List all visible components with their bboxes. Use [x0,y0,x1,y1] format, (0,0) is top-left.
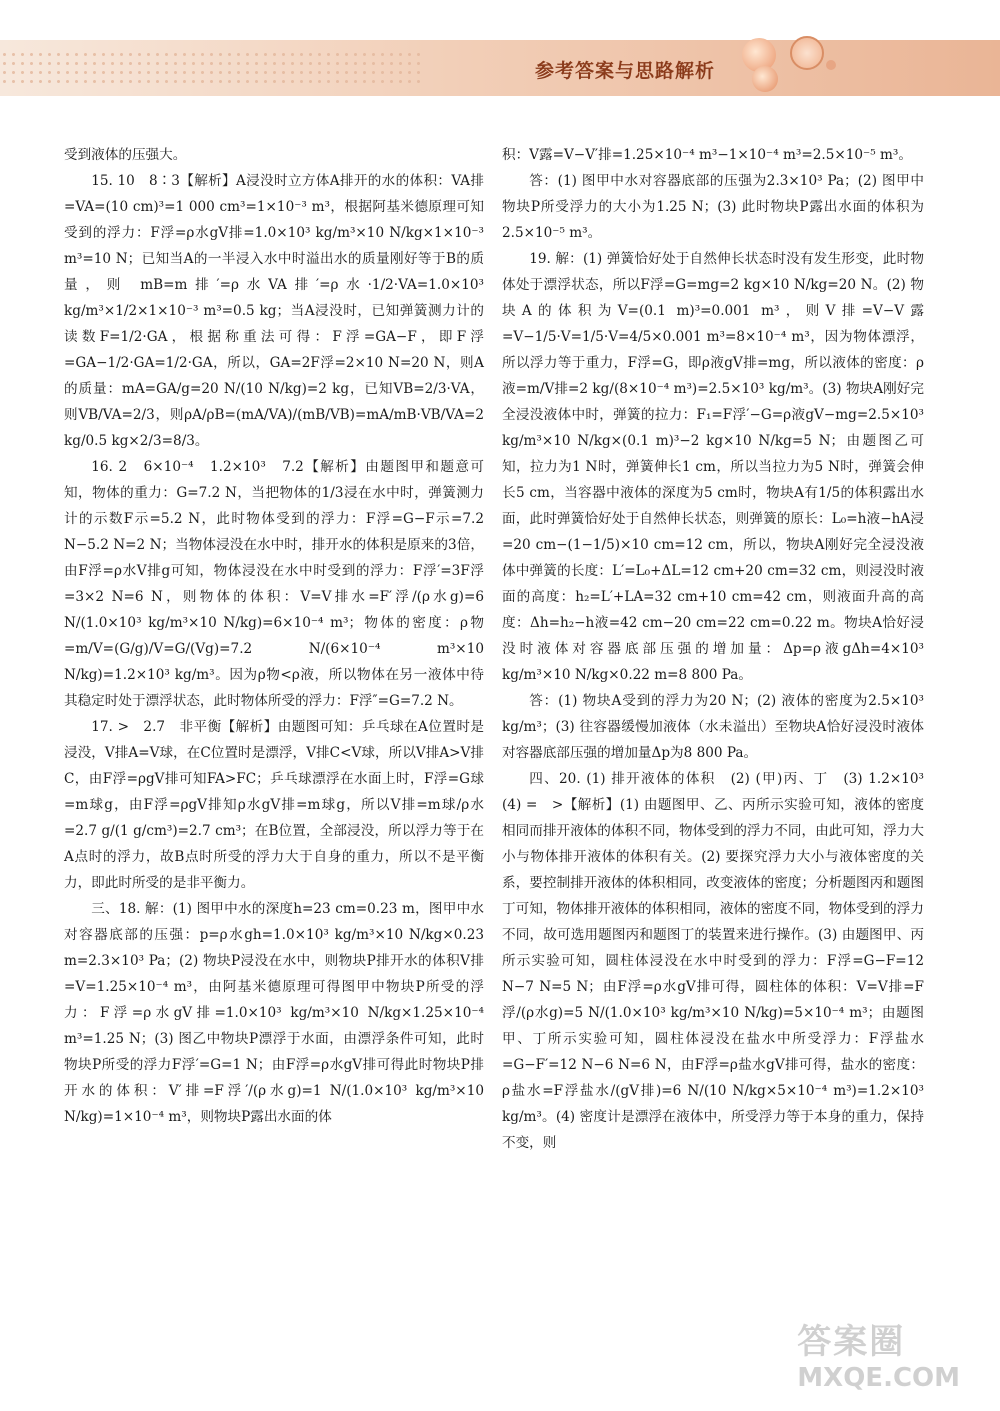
watermark-text: 答案圈 [797,1322,906,1362]
paragraph: 积：V露=V−V′排=1.25×10⁻⁴ m³−1×10⁻⁴ m³=2.5×10⁻⁵ m³。 [502,147,912,163]
answer-19-conclusion: 答：(1) 物块A受到的浮力为20 N；(2) 液体的密度为2.5×10³ kg/m³；(3) 往容器缓慢加液体（水未溢出）至物块A恰好浸没时液体对容器底部压强的增加量Δp为8 800 Pa。 [502,693,924,761]
header-band [0,40,1000,96]
left-text-column [64,142,484,1130]
decorative-circle [826,60,836,70]
answer-20: 四、20. (1) 排开液体的体积 (2) (甲)丙、丁 (3) 1.2×10³ (4) = >【解析】(1) 由题图甲、乙、丙所示实验可知，液体的密度相同而排开液体的体积不同，物体受到的浮力不同，由此可知，浮力大小与物体排开液体的体积有关。(2) 要探究浮力大小与液体密度的关系，要控制排开液体的体积相同，改变液体的密度；分析题图丙和题图丁可知，物体排开液体的体积相同，液体的密度不同，物体受到的浮力不同，故可选用题图丙和题图丁的装置来进行操作。(3) 由题图甲、丙所示实验可知，圆柱体浸没在水中时受到的浮力：F浮=G−F=12 N−7 N=5 N；由F浮=ρ水gV排可得，圆柱体的体积：V=V排=F浮/(ρ水g)=5 N/(1.0×10³ kg/m³×10 N/kg)=5×10⁻⁴ m³；由题图甲、丁所示实验可知，圆柱体浸没在盐水中所受浮力：F浮盐水=G−F′=12 N−6 N=6 N，由F浮=ρ盐水gV排可得，盐水的密度：ρ盐水=F浮盐水/(gV排)=6 N/(10 N/kg×5×10⁻⁴ m³)=1.2×10³ kg/m³。(4) 密度计是漂浮在液体中，所受浮力等于本身的重力，保持不变，则 [502,771,938,1151]
watermark-logo [797,1314,960,1393]
page-header-title: 参考答案与思路解析 [534,60,715,82]
answer-19: 19. 解：(1) 弹簧恰好处于自然伸长状态时没有发生形变，此时物体处于漂浮状态，所以F浮=G=mg=2 kg×10 N/kg=20 N。(2) 物块A的体积为V=(0.1 m)³=0.001 m³，则V排=V−V露=V−1/5·V=1/5·V=4/5×0.001 m³=8×10⁻⁴ m³，因为物体漂浮，所以浮力等于重力，F浮=G，即ρ液gV排=mg，所以液体的密度：ρ液=m/V排=2 kg/(8×10⁻⁴ m³)=2.5×10³ kg/m³。(3) 物块A刚好完全浸没液体中时，弹簧的拉力：F₁=F浮′−G=ρ液gV−mg=2.5×10³ kg/m³×10 N/kg×(0.1 m)³−2 kg×10 N/kg=5 N；由题图乙可知，拉力为1 N时，弹簧伸长1 cm，所以当拉力为5 N时，弹簧会伸长5 cm，当容器中液体的深度为5 cm时，物块A有1/5的体积露出水面，此时弹簧恰好处于自然伸长状态，则弹簧的原长：L₀=h液−hA浸=20 cm−(1−1/5)×10 cm=12 cm，所以，物块A刚好完全浸没液体中弹簧的长度：L′=L₀+ΔL=12 cm+20 cm=32 cm，则浸没时液面的高度：h₂=L′+LA=32 cm+10 cm=42 cm，则液面升高的高度：Δh=h₂−h液=42 cm−20 cm=22 cm=0.22 m。物块A恰好浸没时液体对容器底部压强的增加量：Δp=ρ液gΔh=4×10³ kg/m³×10 N/kg×0.22 m=8 800 Pa。 [502,251,924,683]
answer-18-conclusion: 答：(1) 图甲中水对容器底部的压强为2.3×10³ Pa；(2) 图甲中物块P所受浮力的大小为1.25 N；(3) 此时物块P露出水面的体积为2.5×10⁻⁵ m³。 [502,173,924,241]
answer-16: 16. 2 6×10⁻⁴ 1.2×10³ 7.2【解析】由题图甲和题意可知，物体的重力：G=7.2 N，当把物体的1/3浸在水中时，弹簧测力计的示数F示=5.2 N，此时物体受到的浮力：F浮=G−F示=7.2 N−5.2 N=2 N；当物体浸没在水中时，排开水的体积是原来的3倍，由F浮=ρ水V排g可知，物体浸没在水中时受到的浮力：F浮′=3F浮=3×2 N=6 N，则物体的体积：V=V排水=F′浮/(ρ水g)=6 N/(1.0×10³ kg/m³×10 N/kg)=6×10⁻⁴ m³；物体的密度：ρ物=m/V=(G/g)/V=G/(Vg)=7.2 N/(6×10⁻⁴ m³×10 N/kg)=1.2×10³ kg/m³。因为ρ物<ρ液，所以物体在另一液体中待其稳定时处于漂浮状态，此时物体所受的浮力：F浮″=G=7.2 N。 [64,459,484,709]
header-dot-pattern [0,50,420,86]
answer-17: 17. > 2.7 非平衡【解析】由题图可知：乒乓球在A位置时是浸没，V排A=V球，在C位置时是漂浮，V排C<V球，所以V排A>V排C，由F浮=ρgV排可知FA>FC；乒乓球漂浮在水面上时，F浮=G球=m球g，由F浮=ρgV排知ρ水gV排=m球g，所以V排=m球/ρ水=2.7 g/(1 g/cm³)=2.7 cm³；在B位置，全部浸没，所以浮力等于在A点时的浮力，故B点时所受的浮力大于自身的重力，所以不是平衡力，即此时所受的是非平衡力。 [64,719,484,891]
decorative-circle [790,36,824,70]
watermark-url: MXQE.COM [797,1363,960,1393]
right-text-column [502,142,938,1156]
decorative-circle [752,66,778,92]
paragraph: 受到液体的压强大。 [64,147,187,163]
answer-15: 15. 10 8∶3【解析】A浸没时立方体A排开的水的体积：VA排=VA=(10 cm)³=1 000 cm³=1×10⁻³ m³，根据阿基米德原理可知受到的浮力：F浮=ρ水gV排=1.0×10³ kg/m³×10 N/kg×1×10⁻³ m³=10 N；已知当A的一半浸入水中时溢出水的质量刚好等于B的质量，则 mB=m排′=ρ水VA排′=ρ水·1/2·VA=1.0×10³ kg/m³×1/2×1×10⁻³ m³=0.5 kg；当A浸没时，已知弹簧测力计的读数F=1/2·GA，根据称重法可得：F浮=GA−F，即F浮=GA−1/2·GA=1/2·GA，所以，GA=2F浮=2×10 N=20 N，则A的质量：mA=GA/g=20 N/(10 N/kg)=2 kg，已知VB=2/3·VA，则VB/VA=2/3，则ρA/ρB=(mA/VA)/(mB/VB)=mA/mB·VB/VA=2 kg/0.5 kg×2/3=8/3。 [64,173,484,449]
answer-18: 三、18. 解：(1) 图甲中水的深度h=23 cm=0.23 m，图甲中水对容器底部的压强：p=ρ水gh=1.0×10³ kg/m³×10 N/kg×0.23 m=2.3×10³ Pa；(2) 物块P浸没在水中，则物块P排开水的体积V排=V=1.25×10⁻⁴ m³，由阿基米德原理可得图甲中物块P所受的浮力：F浮=ρ水gV排=1.0×10³ kg/m³×10 N/kg×1.25×10⁻⁴ m³=1.25 N；(3) 图乙中物块P漂浮于水面，由漂浮条件可知，此时物块P所受的浮力F浮′=G=1 N；由F浮=ρ水gV排可得此时物块P排开水的体积：V′排=F浮′/(ρ水g)=1 N/(1.0×10³ kg/m³×10 N/kg)=1×10⁻⁴ m³，则物块P露出水面的体 [64,901,484,1125]
